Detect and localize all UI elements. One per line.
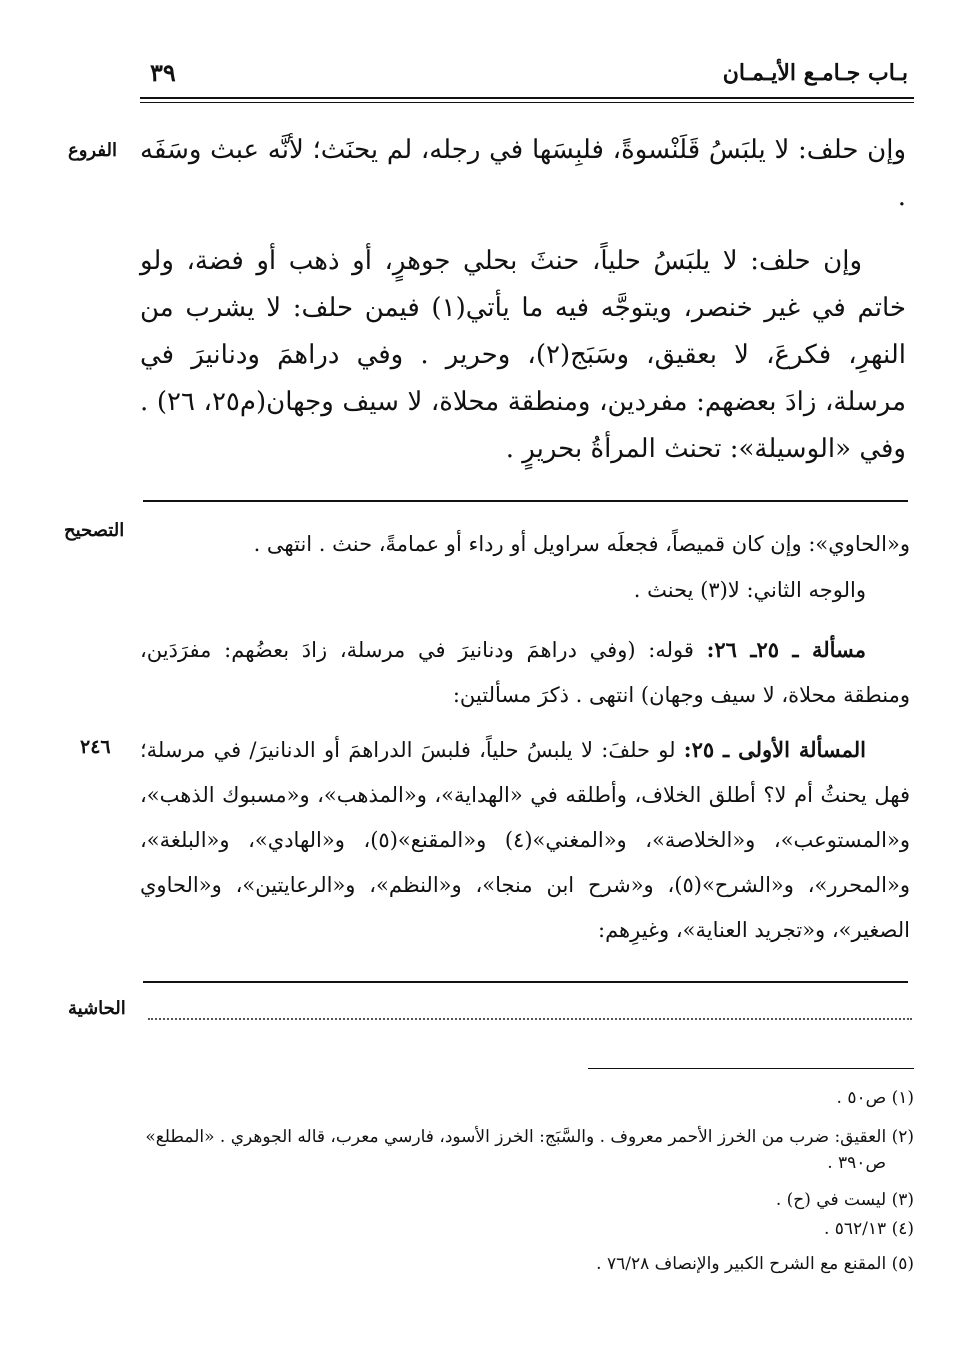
margin-label-tashih: التصحيح (64, 520, 125, 541)
issue-text: قوله: (وفي دراهمَ ودنانيرَ في مرسلة، زادَ بعضُهم: مفرَدَين، ومنطقة محلاة، لا سيف وجهان) انتهى . ذكرَ مسألتين: (140, 638, 910, 707)
footnote-5: (٥) المقنع مع الشرح الكبير والإنصاف ٧٦/٢٨ . (596, 1254, 914, 1274)
first-issue-heading: المسألة الأولى ـ ٢٥: (683, 737, 866, 762)
first-issue-text: لو حلفَ: لا يلبسُ حلياً، فلبسَ الدراهمَ أو الدنانيرَ/ في مرسلة؛ فهل يحنثُ أم لا؟ أطلق الخلاف، وأطلقه في «الهداية»، و«المذهب»، و«مسبوك الذهب»، و«المستوعب»، و«الخلاصة»، و«المغني»(٤) و«المقنع»(٥)، و«الهادي»، و«البلغة»، و«المحرر»، و«الشرح»(٥)، و«شرح ابن منجا»، و«النظم»، و«الرعايتين»، و«الحاوي الصغير»، و«تجريد العناية»، وغيرِهم: (140, 738, 911, 942)
margin-label-furu: الفروع (68, 140, 117, 161)
issue-heading: مسألة ـ ٢٥ـ ٢٦: (706, 637, 866, 662)
section-divider-hashiya (143, 981, 908, 983)
margin-label-hashiya: الحاشية (68, 998, 126, 1019)
header-rule-thin (140, 102, 914, 103)
section-divider-tashih (143, 500, 908, 502)
tashih-paragraph-3 (140, 627, 910, 718)
footnote-2-line-1: (٢) العقيق: ضرب من الخرز الأحمر معروف . والسَّبَج: الخرز الأسود، فارسي معرب، قاله الجوهري . «المطلع» (145, 1127, 914, 1147)
hashiya-dotted-line (148, 1018, 912, 1020)
tashih-paragraph-2: والوجه الثاني: لا(٣) يحنث . (633, 578, 866, 602)
footnote-4: (٤) ٥٦٢/١٣ . (823, 1219, 914, 1239)
footnote-2-line-2: ص٣٩٠ . (827, 1153, 886, 1173)
page-number: ٣٩ (150, 58, 176, 87)
tashih-paragraph-4 (140, 727, 910, 953)
footnote-3: (٣) ليست في (ح) . (775, 1190, 914, 1210)
tashih-paragraph-1: و«الحاوي»: وإن كان قميصاً، فجعلَه سراويل أو رداء أو عمامةً، حنث . انتهى . (253, 532, 910, 556)
main-paragraph-1: وإن حلف: لا يلبَسُ قَلَنْسوةً، فلبِسَها في رجله، لم يحنَث؛ لأنَّه عبث وسَفَه . (140, 135, 906, 212)
footnote-rule (588, 1068, 914, 1069)
header-rule-thick (140, 97, 914, 99)
footnote-1: (١) ص٥٠ . (836, 1088, 914, 1108)
main-paragraph-2: وإن حلف: لا يلبَسُ حلياً، حنثَ بحلي جوهرٍ، أو ذهب أو فضة، ولو خاتم في غير خنصر، ويتوجَّه فيه ما يأتي(١) فيمن حلف: لا يشرب من النهرِ، فكرعَ، لا بعقيق، وسَبَج(٢)، وحرير . وفي دراهمَ ودنانيرَ في مرسلة، زادَ بعضهم: مفردين، ومنطقة محلاة، لا سيف وجهان(م٢٥، ٢٦) . وفي «الوسيلة»: تحنث المرأةُ بحريرٍ . (140, 246, 906, 464)
margin-page-reference: ٢٤٦ (80, 736, 111, 758)
chapter-title: بـاب جـامـع الأيـمـان (722, 60, 908, 86)
footnote-2 (124, 1124, 914, 1176)
